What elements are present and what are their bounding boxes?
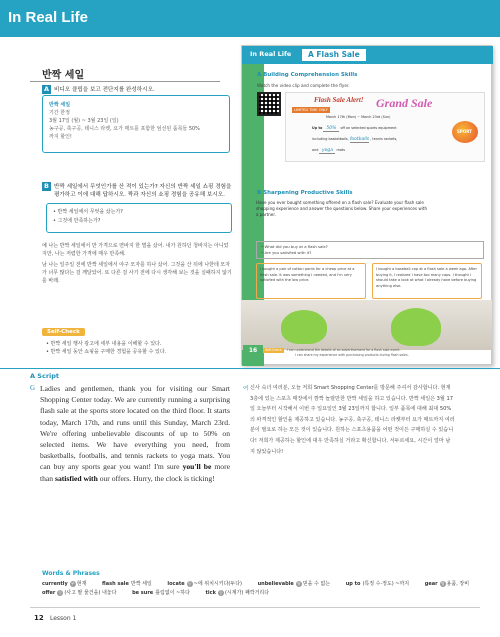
panel-section-b-sub1: Have you ever bought something offered on a flash sale? Evaluate your flash sale — [256, 200, 424, 205]
panel-section-a-head: A Building Comprehension Skills — [257, 72, 358, 78]
sample-answer-2: 남 나는 일주일 전에 반짝 세일에서 야구 모자를 하나 샀어. 그것을 산 뒤에 나한테 모자가 너무 많다는 걸 깨달았어. 또 다른 걸 사기 전에 다시 생각해 보는 것을 실패하지 않기를 바래. — [42, 262, 232, 284]
words-row-1 — [42, 580, 483, 588]
panel-question-2: • Are you satisfied with it? — [261, 250, 312, 255]
word-entry: unbelievable 형 믿을 수 없는 — [257, 580, 331, 587]
flyer-answer-line3: 농구공, 축구공, 테니스 라켓, 요가 매트를 포함한 엄선된 품목들 50% — [49, 126, 200, 132]
section-b-line2: 평가하고 이에 대해 답하시오. 짝과 자신의 쇼핑 경험을 공유해 보시오. — [54, 192, 225, 198]
section-a-badge: A — [43, 85, 50, 93]
question-2: • 그것에 만족하는가? — [53, 218, 101, 224]
sport-label: SPORT — [457, 129, 472, 134]
left-title: 반짝 세일 — [42, 70, 85, 81]
header-title: In Real Life — [8, 9, 89, 26]
flash-sale-flyer — [285, 92, 485, 162]
page-title: A Flash Sale — [302, 49, 366, 61]
panel-questions-box — [256, 241, 484, 259]
footer-rule — [30, 607, 480, 608]
panel-self-check-1: I can understand the details of an advertisement for a flash sale event. — [286, 348, 401, 352]
photo-bean-bags — [241, 300, 492, 350]
self-check-badge: Self-Check — [42, 328, 85, 336]
flyer-and-pre: and — [312, 148, 319, 152]
panel-section-b-sub2: shopping experience and answer the questions below. Share your experiences with — [256, 206, 428, 211]
bean-bag-left — [281, 310, 327, 344]
flyer-grand-sale: Grand Sale — [376, 96, 433, 110]
flyer-inc-value: footballs — [349, 137, 370, 142]
header-bar — [0, 0, 500, 37]
page-number: 12 — [34, 614, 44, 622]
flyer-answer-line4: 까지 할인! — [49, 134, 72, 140]
section-a-instruction — [42, 85, 155, 94]
script-english-bold-1: you'll be — [182, 462, 212, 472]
panel-self-check — [263, 348, 409, 358]
flyer-inc-post: , tennis rackets, — [370, 137, 398, 141]
flyer-upto-pre: Up to — [312, 126, 323, 130]
script-korean: 신사 숙녀 여러분, 오늘 저희 Smart Shopping Center를 방문해 주셔서 감사합니다. 현재 3층에 있는 스포츠 매장에서 깜짝 놀랄만한 반짝 세일을 하고 있습니다. 반짝 세일은 3월 17일 오늘부터 시작해서 이번 주 일요일인 3월 23일까지 합니다. 일부 품목에 대해 최대 50%의 파격적인 할인을 제공하고 있습니다. 농구공, 축구공, 테니스 라켓부터 요가 매트까지 여러분이 필요로 하는 모든 것이 있습니다. 원하는 스포츠용품을 어떤 것이든 구매하실 수 있습니다! 저희가 제공하는 할인에 대우 만족하실 거라고 확신합니다. 서두르세요, 시간이 얼마 남지 않았습니다! — [250, 385, 455, 455]
panel-page-number: 16 — [243, 345, 263, 357]
word-entry: tick 동 (시계가) 째깍거리다 — [205, 589, 270, 596]
question-1: • 반짝 세일에서 무엇을 샀는가? — [53, 209, 123, 215]
panel-section-b-head: B Sharpening Productive Skills — [257, 190, 353, 196]
flyer-alert: Flash Sale Alert! — [314, 96, 364, 104]
sport-ball-icon — [452, 121, 478, 143]
word-entry: up to (특정 수·정도) ~까지 — [345, 581, 410, 587]
flyer-and-value: yoga — [319, 148, 335, 154]
words-heading: Words & Phrases — [42, 570, 100, 577]
flyer-and-post: mats — [336, 148, 346, 152]
section-a-text: 비디오 클립을 보고 전단지를 완성하시오. — [54, 87, 155, 93]
section-b-badge: B — [42, 182, 51, 191]
panel-section-b-sub3: a partner. — [256, 212, 276, 217]
flyer-including-line — [312, 137, 397, 143]
script-heading: A Script — [30, 372, 60, 380]
section-b-instruction — [42, 182, 242, 199]
panel-self-check-2: I can share my experience with purchasing products during flash sales. — [295, 353, 409, 357]
word-entry: be sure 틀림없이 ~하다 — [132, 590, 190, 596]
flyer-answer-heading: 반짝 세일 — [49, 102, 71, 108]
left-title-rule — [30, 81, 220, 82]
script-english-bold-2: satisfied with — [54, 473, 98, 483]
self-check-item-1: • 반짝 세일 행사 광고에 세부 내용을 이해할 수 있다. — [46, 341, 162, 347]
flyer-answer-line2: 3월 17일 (월) ~ 3월 23일 (일) — [49, 118, 119, 124]
script-english — [40, 383, 230, 484]
script-english-c: our offers. Hurry, the clock is ticking! — [97, 473, 215, 483]
flyer-upto-post: off on selected sports equipment — [340, 126, 397, 130]
panel-answer-card-2: I bought a baseball cap at a flash sale a week ago. After buying it, I realized I have too many caps. I thought I should take a look at what I already have before buying anything else. — [372, 263, 482, 299]
sample-answer-1: 예 나는 반짝 세일에서 반 가격으로 면바지 한 벌을 샀어. 내가 원하던 청바지는 아니었지만, 나는 저렴한 가격에 매우 만족해. — [42, 243, 229, 257]
flyer-limited: LIMITED TIME ONLY — [294, 108, 328, 112]
self-check-left — [42, 318, 166, 356]
word-entry: offer 동 (사고 팔 물건을) 내놓다 — [42, 589, 117, 596]
speaker-label-korean: 여 — [243, 386, 249, 392]
panel-self-check-badge: Self-Check — [265, 348, 282, 352]
word-entry: currently 부 현재 — [42, 580, 87, 587]
sample-answers — [42, 242, 232, 288]
page-title-bar — [242, 46, 493, 64]
words-row-2 — [42, 589, 283, 597]
flyer-and-line — [312, 148, 345, 154]
panel-question-1: • What did you buy at a flash sale? — [261, 244, 328, 249]
flyer-answer-box — [42, 95, 230, 153]
flyer-upto-line — [312, 126, 397, 132]
panel-section-a-sub: Watch the video clip and complete the flyer. — [257, 83, 350, 88]
word-entry: locate 동 ~에 위치시키다(두다) — [167, 580, 242, 587]
section-b-line1: 반짝 세일에서 무엇인가를 산 적이 있는가? 자신의 반짝 세일 쇼핑 경험을 — [54, 184, 232, 190]
speaker-label-english: G — [30, 384, 36, 392]
panel-answer-card-1: I bought a pair of cotton pants for a cheap price at a flash sale. It was something I needed, and I'm very satisfied with the low price. — [256, 263, 366, 299]
flyer-upto-value: 50% — [323, 126, 339, 132]
panel-section-b-sub — [256, 200, 486, 218]
bean-bag-right — [391, 308, 441, 346]
qr-code-icon — [257, 92, 281, 116]
flyer-answer-line1: 기간 한정 — [49, 110, 70, 116]
flyer-dates: March 17th (Mon) ~ March 23rd (Sun) — [326, 115, 391, 119]
script-divider — [0, 368, 500, 369]
word-entry: gear 명 용품, 장비 — [424, 580, 470, 587]
lesson-label: Lesson 1 — [50, 615, 77, 622]
script-english-a: Ladies and gentlemen, thank you for visiting our Smart Shopping Center today. We are currently running a surprising flash sale at the sports store located on the third floor. It starts today, March 17th, and runs until this Sunday, March 23rd. We're offering unbelievable discounts of up to 50% on selected items. We have everything you need, from basketballs, footballs, and tennis rackets to yoga mats. You can buy any sports gear you want! I'm sure — [40, 384, 230, 472]
flyer-inc-pre: including basketballs, — [312, 137, 349, 141]
script-english-mid: more than — [40, 462, 230, 483]
word-entry: flash sale 반짝 세일 — [102, 581, 152, 587]
questions-box — [46, 203, 232, 233]
self-check-item-2: • 반짝 세일 동안 쇼핑을 구매한 경험을 공유할 수 있다. — [46, 349, 167, 355]
page-label: In Real Life — [250, 50, 292, 58]
